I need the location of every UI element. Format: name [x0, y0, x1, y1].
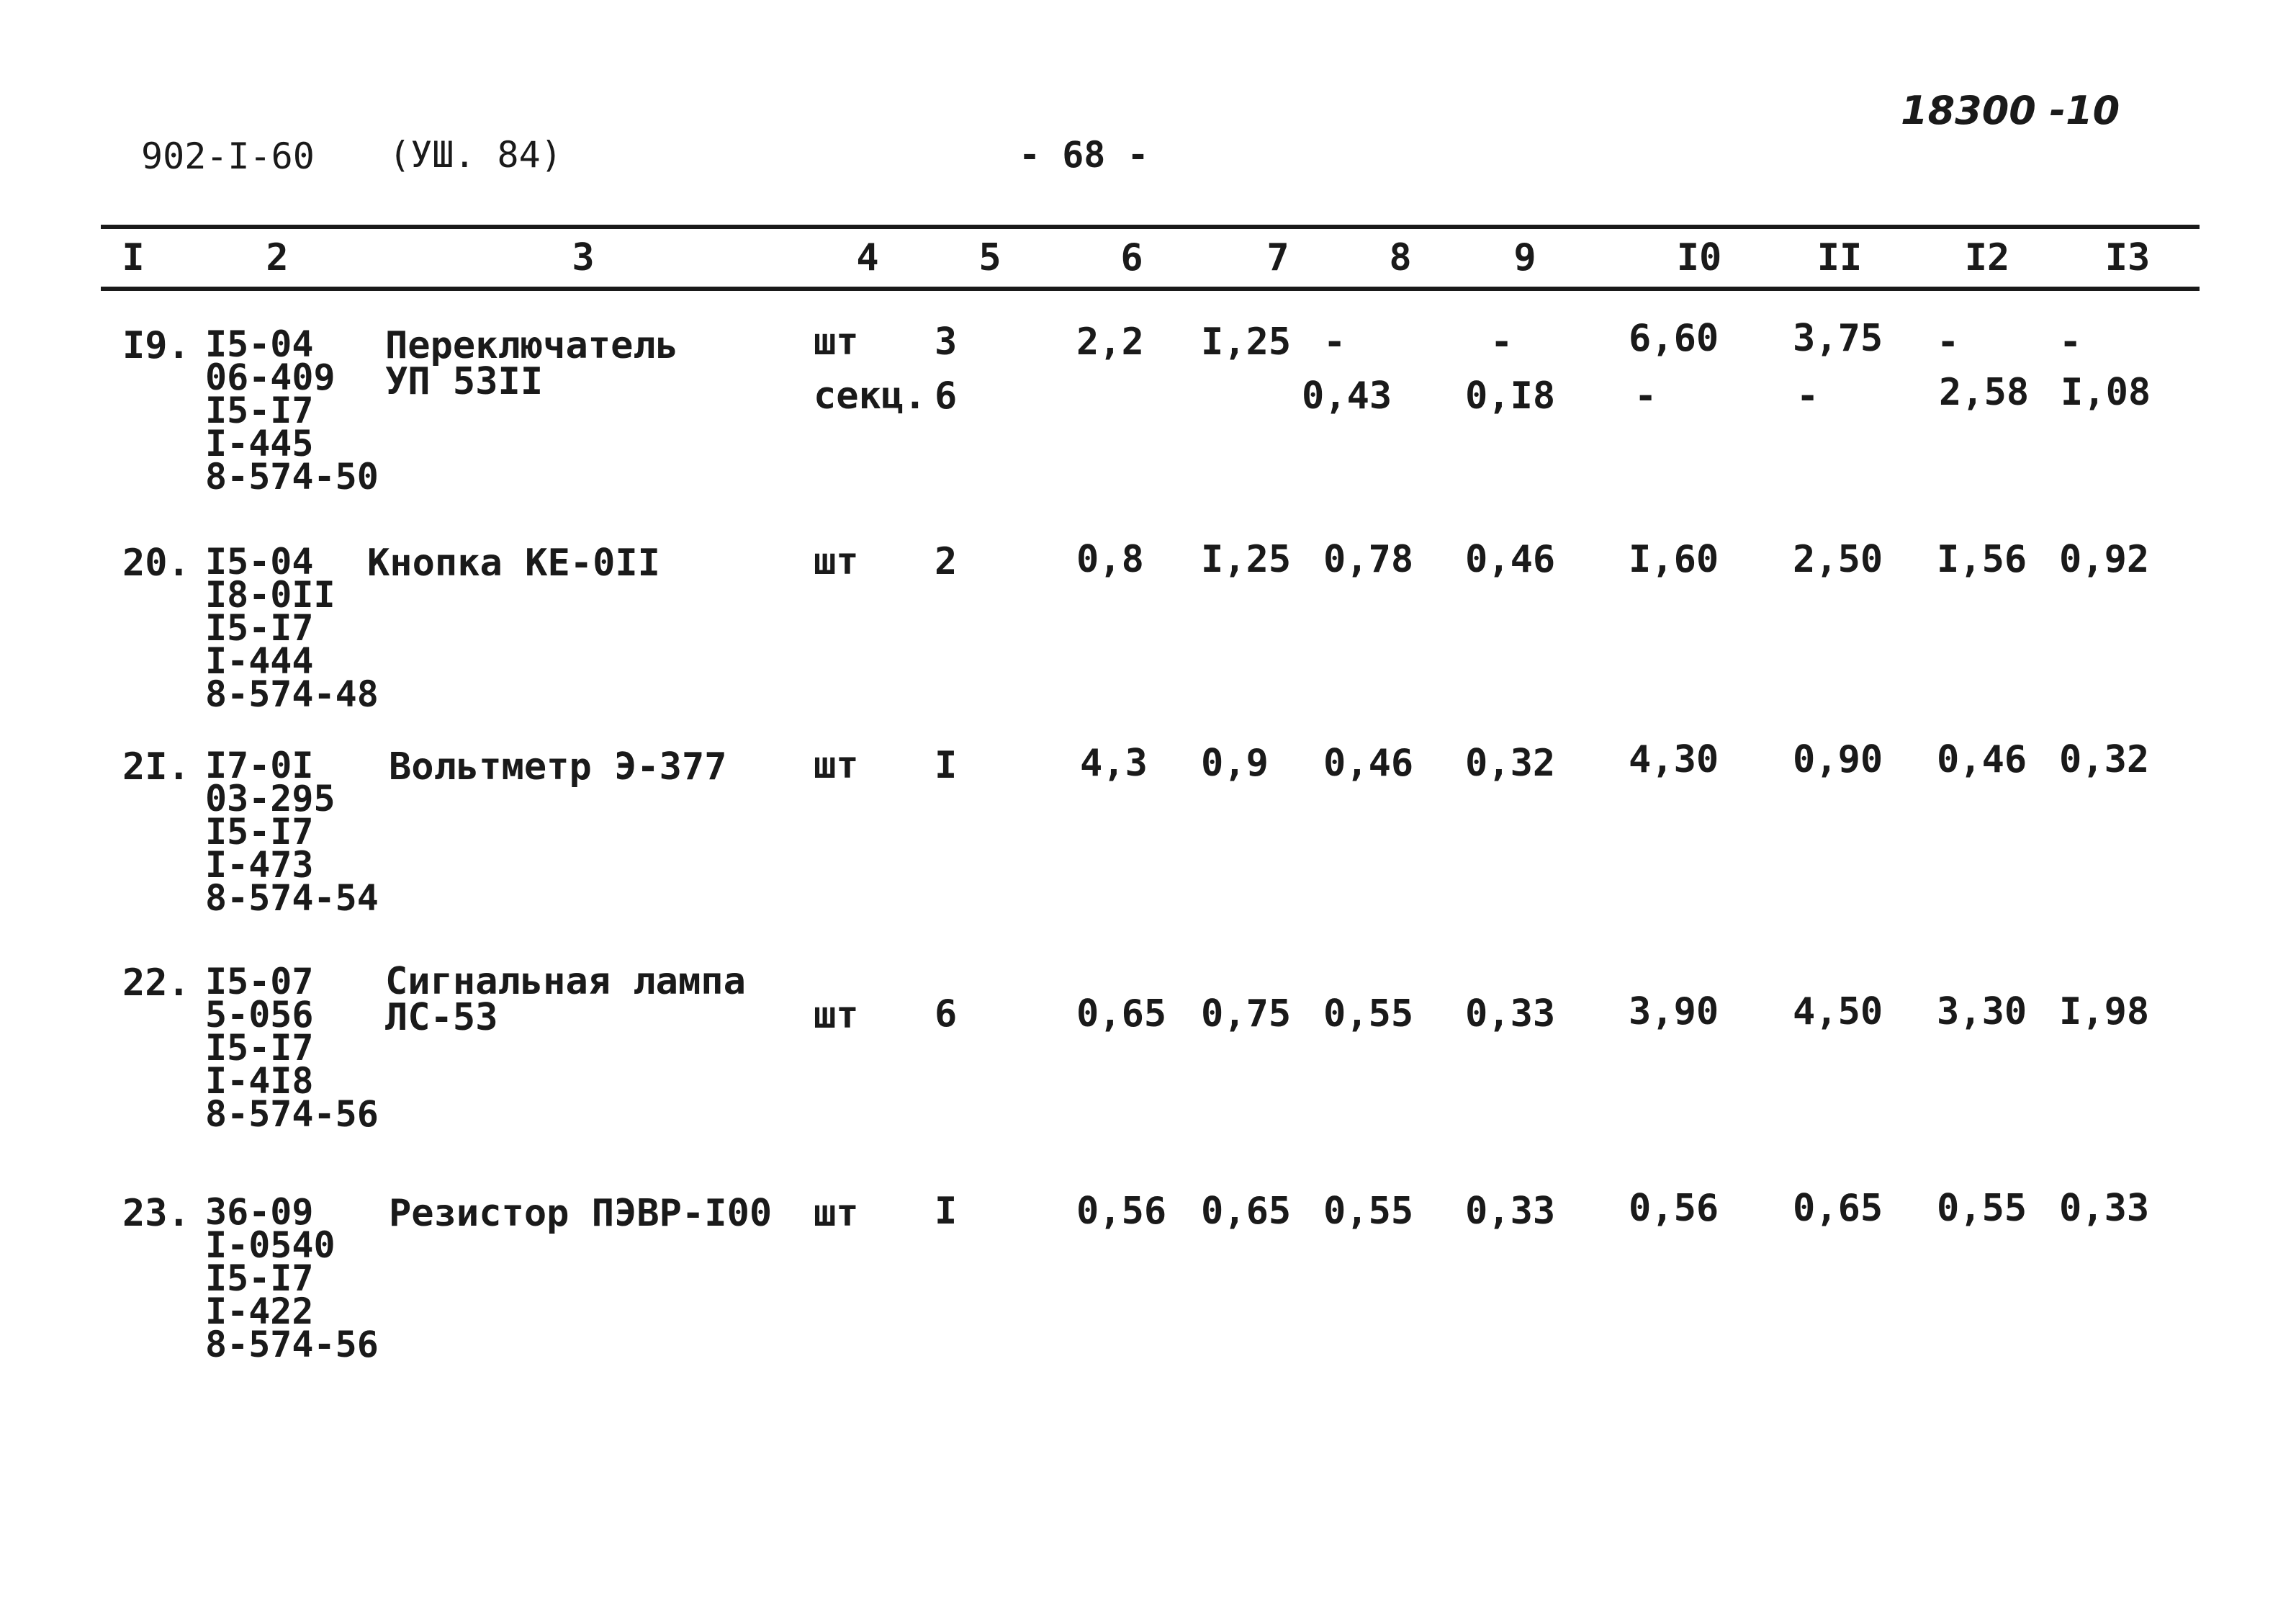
item-name: [389, 1192, 773, 1235]
code-line: 8-574-54: [205, 877, 379, 919]
row-codes: [205, 1191, 379, 1365]
value-col8: 0,55: [1323, 1190, 1414, 1233]
value-col7: 0,65: [1201, 1190, 1292, 1233]
value-col11: 4,50: [1793, 990, 1883, 1033]
name-line: УП 53II: [385, 360, 544, 403]
value-col6: 0,56: [1076, 1190, 1167, 1233]
value-col12: I,56: [1937, 538, 2027, 581]
row-number: 2I.: [122, 745, 190, 789]
value-col12: -: [1937, 320, 1960, 364]
code-line: 8-574-48: [205, 673, 379, 715]
value-col10: 4,30: [1629, 738, 1719, 781]
code-line: I8-0II: [205, 574, 336, 616]
code-line: I7-0I: [205, 745, 314, 786]
column-header: 3: [572, 236, 595, 279]
column-header: 9: [1513, 236, 1536, 279]
value-col10: I,60: [1629, 538, 1719, 581]
code-line: I-422: [205, 1290, 314, 1332]
column-header: 4: [856, 236, 879, 279]
item-name: [385, 960, 746, 1039]
document-code: 902-I-60: [141, 135, 315, 177]
value-col7: 0,9: [1201, 742, 1269, 785]
row-codes: [205, 541, 379, 715]
row-codes: [205, 323, 379, 498]
value-col11: 0,90: [1793, 738, 1883, 781]
unit: шт: [814, 320, 859, 364]
item-name: [389, 745, 727, 789]
value-col10: 3,90: [1629, 990, 1719, 1033]
column-header: 5: [978, 236, 1001, 279]
value-col8: -: [1323, 320, 1346, 364]
row-codes: [205, 961, 379, 1135]
value-col7: I,25: [1201, 320, 1292, 364]
value-col7: 0,75: [1201, 992, 1292, 1036]
column-header: 8: [1389, 236, 1412, 279]
quantity: I: [935, 744, 958, 787]
quantity: 6: [935, 992, 958, 1036]
column-header: 2: [266, 236, 289, 279]
item-name: [385, 324, 678, 403]
code-line: I-473: [205, 844, 314, 886]
code-line: 36-09: [205, 1191, 314, 1233]
unit: шт: [814, 1192, 859, 1235]
page-number: - 68 -: [1019, 134, 1149, 176]
value-col13: I,08: [2061, 371, 2151, 414]
issue-label: (УШ. 84): [389, 134, 562, 176]
table-top-rule: [101, 225, 2200, 229]
code-line: 8-574-56: [205, 1324, 379, 1365]
column-header: I: [122, 236, 145, 279]
column-header: I3: [2104, 236, 2151, 279]
value-col9: 0,32: [1465, 742, 1556, 785]
code-line: 5-056: [205, 994, 314, 1036]
value-col10: 6,60: [1629, 317, 1719, 360]
code-line: I5-I7: [205, 607, 314, 649]
value-col6: 0,65: [1076, 992, 1167, 1036]
code-line: I5-04: [205, 541, 314, 583]
name-line: Кнопка КЕ-0II: [367, 542, 660, 585]
value-col11: 0,65: [1793, 1187, 1883, 1230]
column-header: 7: [1266, 236, 1289, 279]
item-name: [367, 542, 660, 585]
value-col9: 0,I8: [1465, 374, 1556, 418]
name-line: Резистор ПЭВР-I00: [389, 1192, 773, 1235]
quantity: 2: [935, 540, 958, 583]
value-col8: 0,43: [1302, 374, 1392, 418]
code-line: 03-295: [205, 778, 336, 820]
value-col12: 3,30: [1937, 990, 2027, 1033]
column-header: I2: [1964, 236, 2010, 279]
handwritten-stamp: 18300 -10: [1901, 88, 2120, 133]
code-line: 8-574-50: [205, 456, 379, 498]
value-col6: 4,3: [1080, 742, 1148, 785]
unit: шт: [814, 540, 859, 583]
row-codes: [205, 745, 379, 919]
code-line: I-445: [205, 423, 314, 464]
value-col13: -: [2059, 320, 2082, 364]
row-number: I9.: [122, 324, 190, 367]
value-col7: I,25: [1201, 538, 1292, 581]
name-line: ЛС-53: [385, 996, 498, 1039]
column-header: I0: [1676, 236, 1722, 279]
column-header: II: [1816, 236, 1863, 279]
value-col13: 0,92: [2059, 538, 2150, 581]
code-line: 8-574-56: [205, 1093, 379, 1135]
value-col6: 0,8: [1076, 538, 1144, 581]
value-col9: 0,33: [1465, 992, 1556, 1036]
quantity: 3: [935, 320, 958, 364]
value-col8: 0,46: [1323, 742, 1414, 785]
value-col8: 0,55: [1323, 992, 1414, 1036]
column-header: 6: [1120, 236, 1143, 279]
table-header-rule: [101, 287, 2200, 291]
code-line: I-0540: [205, 1224, 336, 1266]
value-col11: 2,50: [1793, 538, 1883, 581]
value-col10: 0,56: [1629, 1187, 1719, 1230]
code-line: I-4I8: [205, 1060, 314, 1102]
code-line: I5-I7: [205, 1027, 314, 1069]
unit: секц.: [814, 374, 927, 418]
code-line: I5-04: [205, 323, 314, 365]
quantity: 6: [935, 374, 958, 418]
row-number: 20.: [122, 542, 190, 585]
unit: шт: [814, 994, 859, 1037]
row-number: 23.: [122, 1192, 190, 1235]
quantity: I: [935, 1190, 958, 1233]
value-col6: 2,2: [1076, 320, 1144, 364]
value-col13: 0,33: [2059, 1187, 2150, 1230]
value-col9: -: [1490, 320, 1513, 364]
value-col12: 0,46: [1937, 738, 2027, 781]
row-number: 22.: [122, 961, 190, 1005]
value-col13: 0,32: [2059, 738, 2150, 781]
code-line: I5-I7: [205, 1257, 314, 1299]
value-col9: 0,33: [1465, 1190, 1556, 1233]
unit: шт: [814, 744, 859, 787]
code-line: I5-I7: [205, 390, 314, 431]
value-col11: 3,75: [1793, 317, 1883, 360]
name-line: Сигнальная лампа: [385, 960, 746, 1003]
code-line: I-444: [205, 640, 314, 682]
value-col8: 0,78: [1323, 538, 1414, 581]
value-col9: 0,46: [1465, 538, 1556, 581]
code-line: I5-07: [205, 961, 314, 1002]
value-col10: -: [1634, 374, 1657, 418]
value-col12: 0,55: [1937, 1187, 2027, 1230]
code-line: 06-409: [205, 356, 336, 398]
name-line: Переключатель: [385, 324, 678, 367]
value-col13: I,98: [2059, 990, 2150, 1033]
name-line: Вольтметр Э-377: [389, 745, 727, 789]
code-line: I5-I7: [205, 811, 314, 853]
value-col12: 2,58: [1939, 371, 2030, 414]
value-col11: -: [1796, 374, 1819, 418]
